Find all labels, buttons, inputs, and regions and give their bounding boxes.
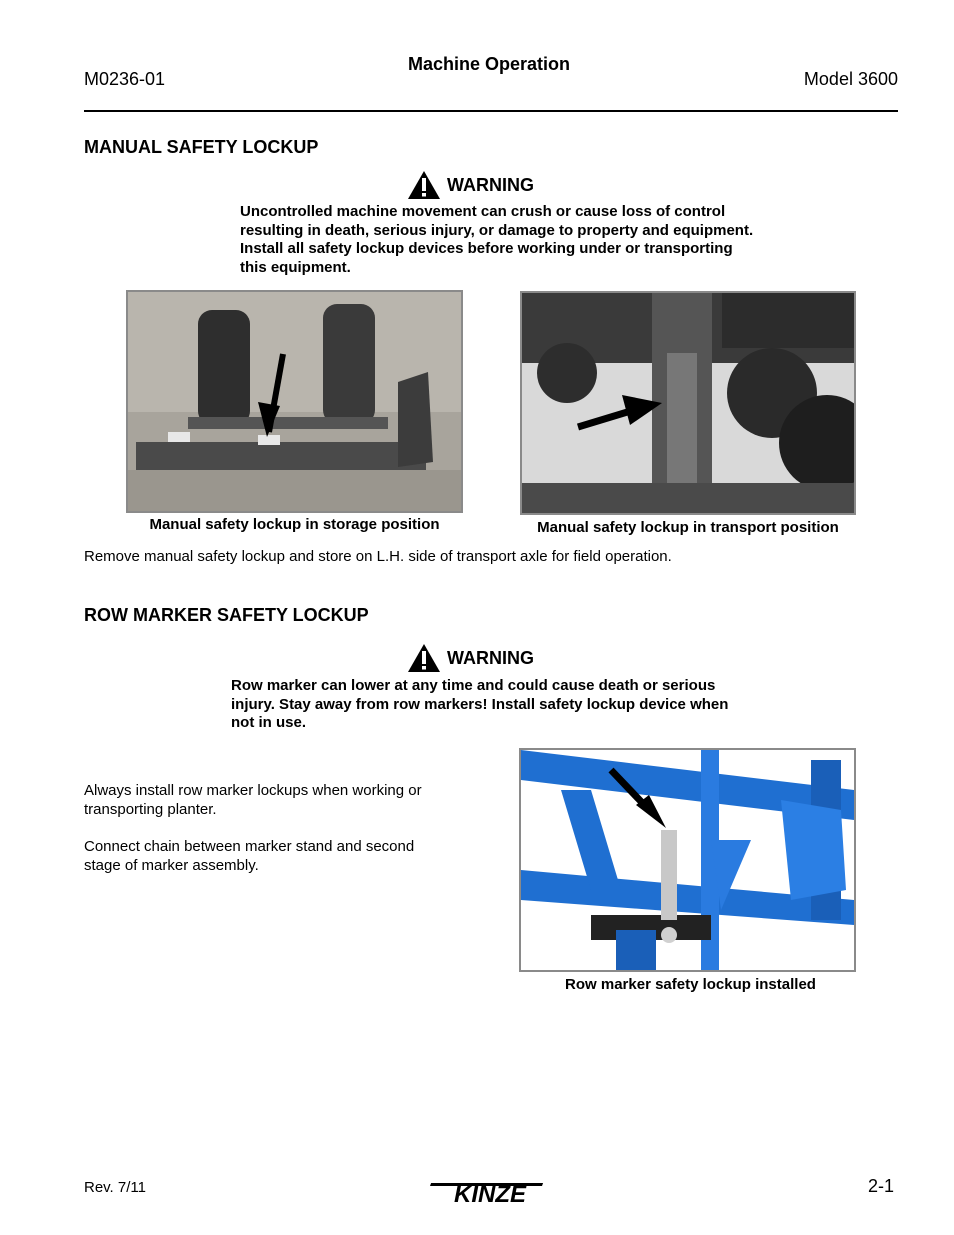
warning-header-1	[407, 170, 534, 200]
row-marker-photo	[519, 748, 856, 972]
storage-instruction: Remove manual safety lockup and store on L.H. side of transport axle for field operation.	[84, 548, 672, 565]
warning-header-2	[407, 643, 534, 673]
warning-text-1	[240, 203, 753, 277]
transport-position-photo	[520, 291, 856, 515]
caption-storage: Manual safety lockup in storage position	[149, 516, 440, 533]
kinze-logo	[430, 1175, 550, 1212]
row-marker-heading: ROW MARKER SAFETY LOCKUP	[84, 605, 369, 625]
storage-position-photo	[126, 290, 463, 513]
revision-date: Rev. 7/11	[84, 1179, 146, 1196]
manual-lockup-heading: MANUAL SAFETY LOCKUP	[84, 137, 319, 157]
model-name: Model 3600	[803, 69, 898, 89]
row-marker-paragraph-2	[84, 838, 414, 875]
warning-line: not in use.	[231, 714, 306, 731]
paragraph-line: Connect chain between marker stand and second	[84, 838, 415, 855]
paragraph-line: Always install row marker lockups when working or	[84, 782, 422, 799]
kinze-logo-mark	[430, 1175, 550, 1207]
row-marker-paragraph-1	[84, 782, 422, 819]
warning-triangle-icon	[407, 643, 441, 673]
warning-triangle-icon	[407, 170, 441, 200]
caption-row-marker: Row marker safety lockup installed	[565, 976, 816, 993]
doc-number: M0236-01	[84, 69, 166, 89]
warning-label-1: WARNING	[447, 174, 534, 195]
warning-label-2: WARNING	[447, 647, 534, 668]
header-divider	[84, 110, 898, 112]
warning-line: Uncontrolled machine movement can crush or cause loss of control	[240, 203, 726, 220]
warning-line: Row marker can lower at any time and could cause death or serious	[231, 677, 716, 694]
warning-line: Install all safety lockup devices before working under or transporting	[240, 240, 733, 257]
page-number: 2-1	[867, 1176, 894, 1196]
paragraph-line: transporting planter.	[84, 800, 217, 818]
warning-line: this equipment.	[240, 258, 351, 276]
warning-line: resulting in death, serious injury, or damage to property and equipment.	[240, 221, 754, 239]
section-title-header: Machine Operation	[407, 54, 571, 74]
caption-transport: Manual safety lockup in transport position	[537, 519, 839, 536]
paragraph-line: stage of marker assembly.	[84, 856, 259, 874]
warning-line: injury. Stay away from row markers! Install safety lockup device when	[231, 695, 729, 713]
warning-text-2	[231, 677, 728, 733]
kinze-logo-text: KINZE	[454, 1181, 526, 1207]
